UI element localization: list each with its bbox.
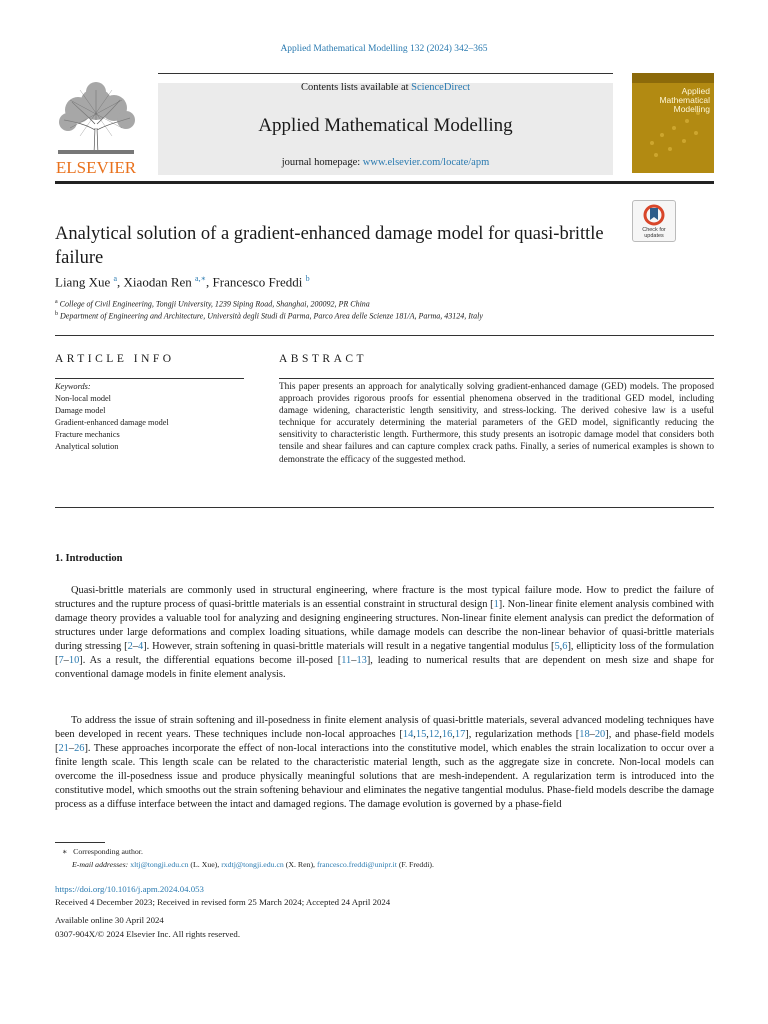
author-list: Liang Xue $^a$, Xiaodan Ren $^{a,∗}$, Francesco Freddi $^b$ (55, 274, 310, 290)
elsevier-logo (50, 80, 142, 176)
header-bottom-rule (55, 181, 714, 184)
citation-link[interactable]: 1 (493, 599, 499, 610)
cover-journal-title: Applied Mathematical Modelling (659, 86, 710, 114)
email-link[interactable]: francesco.freddi@unipr.it (316, 860, 397, 869)
affiliation-marker: b (55, 311, 58, 317)
paragraph-text: – (589, 729, 595, 740)
paragraph-text: ]. These approaches incorporate the effect of non-local interactions into the constitutive model, which enables the strain localization to occur over a finite length scale. This length scale can be related to the characteristic material length, such as the aggregate size in concrete. Non-local models can overcome the ill-posedness issue and produce physically meaningful solutions that are mesh-independent. A regularization term is introduced into the constitutive model, which smooths out the strain softening behaviour and eliminates the negative tangential modulus. Phase-field models describe the damage process as a diffuse interface between the intact and damaged regions. The damage evolution is governed by a phase-field (55, 743, 714, 810)
section-divider (55, 507, 714, 508)
received-dates: Received 4 December 2023; Received in revised form 25 March 2024; Accepted 24 April 2024 (55, 897, 391, 907)
contents-prefix: Contents lists available at (300, 82, 412, 93)
paragraph-text: , (439, 729, 442, 740)
available-online: Available online 30 April 2024 (55, 915, 164, 925)
keyword-item: Analytical solution (55, 442, 119, 451)
check-updates-icon (643, 204, 665, 226)
intro-paragraph-1 (55, 584, 714, 682)
email-link[interactable]: xltj@tongji.edu.cn (130, 860, 189, 869)
journal-banner (158, 83, 613, 175)
affiliation-a (55, 299, 370, 309)
email-owner: (X. Ren), (283, 860, 317, 869)
article-title: Analytical solution of a gradient-enhanced damage model for quasi-brittle failure (55, 224, 604, 268)
check-for-updates-badge[interactable] (632, 200, 676, 242)
article-info-heading: ARTICLE INFO (55, 353, 175, 365)
check-updates-label: Check for updates (642, 227, 666, 239)
paragraph-text: , (452, 729, 455, 740)
keyword-item: Gradient-enhanced damage model (55, 418, 169, 427)
keyword-item: Non-local model (55, 394, 111, 403)
email-link[interactable]: rxdtj@tongji.edu.cn (221, 860, 284, 869)
keywords-label: Keywords: (55, 382, 91, 391)
citation-link[interactable]: 16 (441, 729, 453, 740)
corresponding-footnote (62, 847, 143, 856)
citation-link[interactable]: 10 (68, 655, 80, 666)
author-name: Xiaodan Ren (123, 274, 192, 290)
contents-available-line (158, 82, 613, 94)
author-affiliation-marker[interactable]: a (113, 274, 118, 283)
author-name: Liang Xue (55, 274, 111, 290)
author-affiliation-marker[interactable]: a,∗ (195, 274, 207, 283)
section-divider (55, 335, 714, 336)
paragraph-text: ], leading to numerical results that are dependent on mesh size and shape for conventional damage models in finite element analysis. (55, 655, 714, 680)
journal-cover-image[interactable] (632, 73, 714, 173)
article-info-rule (55, 378, 244, 379)
citation-link[interactable]: 11 (341, 655, 352, 666)
citation-link[interactable]: 4 (138, 641, 144, 652)
affiliation-text: College of Civil Engineering, Tongji University, 1239 Siping Road, Shanghai, 200092, PR China (59, 299, 370, 309)
footnote-marker: ∗ (62, 847, 68, 856)
paragraph-text: ], and phase-field models [ (55, 729, 715, 754)
citation-link[interactable]: 17 (454, 729, 466, 740)
section-heading-introduction: 1. Introduction (55, 553, 123, 564)
email-footnote (72, 860, 434, 869)
email-owner: (F. Freddi). (396, 860, 434, 869)
journal-title: Applied Mathematical Modelling (258, 115, 513, 136)
header-top-rule (158, 73, 613, 74)
paragraph-text: – (68, 743, 75, 754)
author-affiliation-marker[interactable]: b (305, 274, 310, 283)
journal-citation[interactable]: Applied Mathematical Modelling 132 (2024) 342–365 (280, 44, 488, 54)
paragraph-text: ]. Non-linear finite element analysis combined with damage theory provides a valuable tool for analyzing and designing engineering structures. Non-linear finite element analysis can predict the deformation of structures under large deformations and complex loading situations, while damage models can describe the non-linear behavior of quasi-brittle materials during stressing [ (55, 599, 714, 652)
journal-homepage-line (158, 157, 613, 168)
elsevier-tree-icon (50, 80, 142, 176)
paragraph-text: ], regularization methods [ (465, 729, 580, 740)
paragraph-text: Quasi-brittle materials are commonly used in structural engineering, where fracture is the most typical failure mode. How to predict the failure of structures and the rupture process of quasi-brittle materials is an essential constraint in structural design [ (55, 585, 714, 610)
citation-link[interactable]: 5 (554, 641, 560, 652)
citation-link[interactable]: 14 (402, 729, 414, 740)
paragraph-text: – (132, 641, 138, 652)
abstract-text: This paper presents an approach for analytically solving gradient-enhanced damage (GED) models. The proposed approach provides rigorous proofs for essential phenomena observed in the traditional GED model, including damage widening, characteristic length sensitivity, and stress-locking. The derived cohesive law is a useful technique for accurately determining the material parameters of the GED model, significantly reducing the sensitivity to characteristic length. Furthermore, this study presents an isotropic damage model that considers both tensile and shear failures and can capture complex crack paths. Finally, a series of numerical examples is shown to demonstrate the efficacy of the suggested method. (279, 382, 714, 465)
citation-link[interactable]: 6 (562, 641, 568, 652)
paragraph-text: – (63, 655, 69, 666)
citation-link[interactable]: 18 (579, 729, 590, 740)
paragraph-text: ], ellipticity loss of the formulation [ (55, 641, 714, 666)
affiliation-marker: a (55, 299, 58, 305)
author-name: Francesco Freddi (212, 274, 303, 290)
citation-link[interactable]: 20 (594, 729, 606, 740)
email-owner: (L. Xue), (188, 860, 222, 869)
affiliation-b (55, 311, 483, 321)
citation-link[interactable]: 21 (58, 743, 69, 754)
elsevier-wordmark: ELSEVIER (55, 158, 137, 176)
abstract-rule (279, 378, 714, 379)
paragraph-text: , (559, 641, 563, 652)
abstract-heading: ABSTRACT (279, 353, 368, 365)
intro-paragraph-2 (55, 714, 714, 812)
homepage-prefix: journal homepage: (281, 157, 363, 168)
sciencedirect-link[interactable]: ScienceDirect (411, 82, 471, 93)
corresponding-author-text: Corresponding author. (73, 847, 143, 856)
affiliation-text: Department of Engineering and Architecture, Università degli Studi di Parma, Parco Area delle Scienze 181/A, Parma, 43124, Italy (60, 311, 483, 321)
citation-link[interactable]: 26 (74, 743, 85, 754)
citation-link[interactable]: 12 (428, 729, 440, 740)
journal-homepage-link[interactable]: www.elsevier.com/locate/apm (362, 157, 490, 168)
citation-link[interactable]: 15 (415, 729, 427, 740)
keyword-item: Damage model (55, 406, 106, 415)
email-label: E-mail addresses: (72, 860, 129, 869)
copyright: 0307-904X/© 2024 Elsevier Inc. All rights reserved. (55, 929, 241, 939)
footnote-rule (55, 842, 105, 843)
paragraph-text: – (351, 655, 357, 666)
paragraph-text: ]. However, strain softening in quasi-brittle materials will result in a negative tangential modulus [ (143, 641, 555, 652)
doi-link[interactable]: https://doi.org/10.1016/j.apm.2024.04.053 (55, 884, 204, 894)
citation-link[interactable]: 2 (127, 641, 133, 652)
paragraph-text: To address the issue of strain softening and ill-posedness in finite element analysis of quasi-brittle materials, several advanced modeling techniques have been developed in recent years. These techniques include non-local approaches [ (55, 715, 714, 740)
keyword-item: Fracture mechanics (55, 430, 120, 439)
paragraph-text: ]. As a result, the differential equations become ill-posed [ (79, 655, 342, 666)
citation-link[interactable]: 13 (356, 655, 367, 666)
citation-link[interactable]: 7 (58, 655, 64, 666)
paragraph-text: , (413, 729, 416, 740)
paragraph-text: , (426, 729, 429, 740)
